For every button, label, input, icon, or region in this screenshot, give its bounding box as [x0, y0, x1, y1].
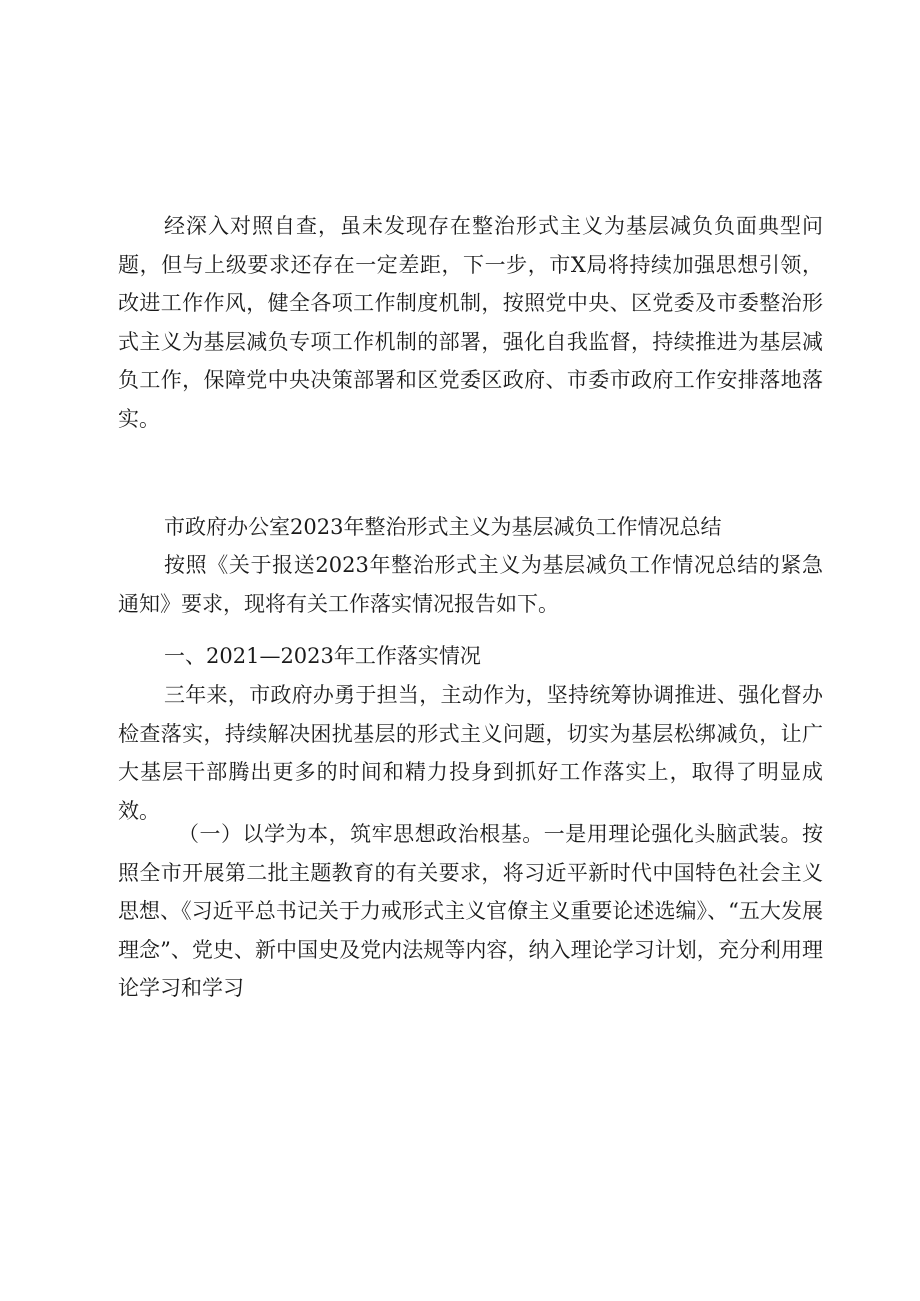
- paragraph-intro: 按照《关于报送2023年整治形式主义为基层减负工作情况总结的紧急通知》要求，现将有关工作落实情况报告如下。: [118, 553, 823, 616]
- paragraph-item-one: （一）以学为本，筑牢思想政治根基。一是用理论强化头脑武装。按照全市开展第二批主题教育的有关要求，将习近平新时代中国特色社会主义思想、《习近平总书记关于力戒形式主义官僚主义重要论述选编》、“五大发展理念”、党史、新中国史及党内法规等内容，纳入理论学习计划，充分利用理论学习和学习: [118, 822, 823, 1000]
- section-one-heading: 一、2021—2023年工作落实情况: [164, 644, 481, 668]
- paragraph-conclusion: 经深入对照自查，虽未发现存在整治形式主义为基层减负负面典型问题，但与上级要求还存在一定差距，下一步，市X局将持续加强思想引领，改进工作作风，健全各项工作制度机制，按照党中央、区党委及市委整治形式主义为基层减负专项工作机制的部署，强化自我监督，持续推进为基层减负工作，保障党中央决策部署和区党委区政府、市委市政府工作安排落地落实。: [118, 214, 823, 431]
- paragraph-overview: 三年来，市政府办勇于担当，主动作为，坚持统筹协调推进、强化督办检查落实，持续解决困扰基层的形式主义问题，切实为基层松绑减负，让广大基层干部腾出更多的时间和精力投身到抓好工作落实上，取得了明显成效。: [118, 683, 823, 823]
- report-title: 市政府办公室2023年整治形式主义为基层减负工作情况总结: [164, 515, 722, 539]
